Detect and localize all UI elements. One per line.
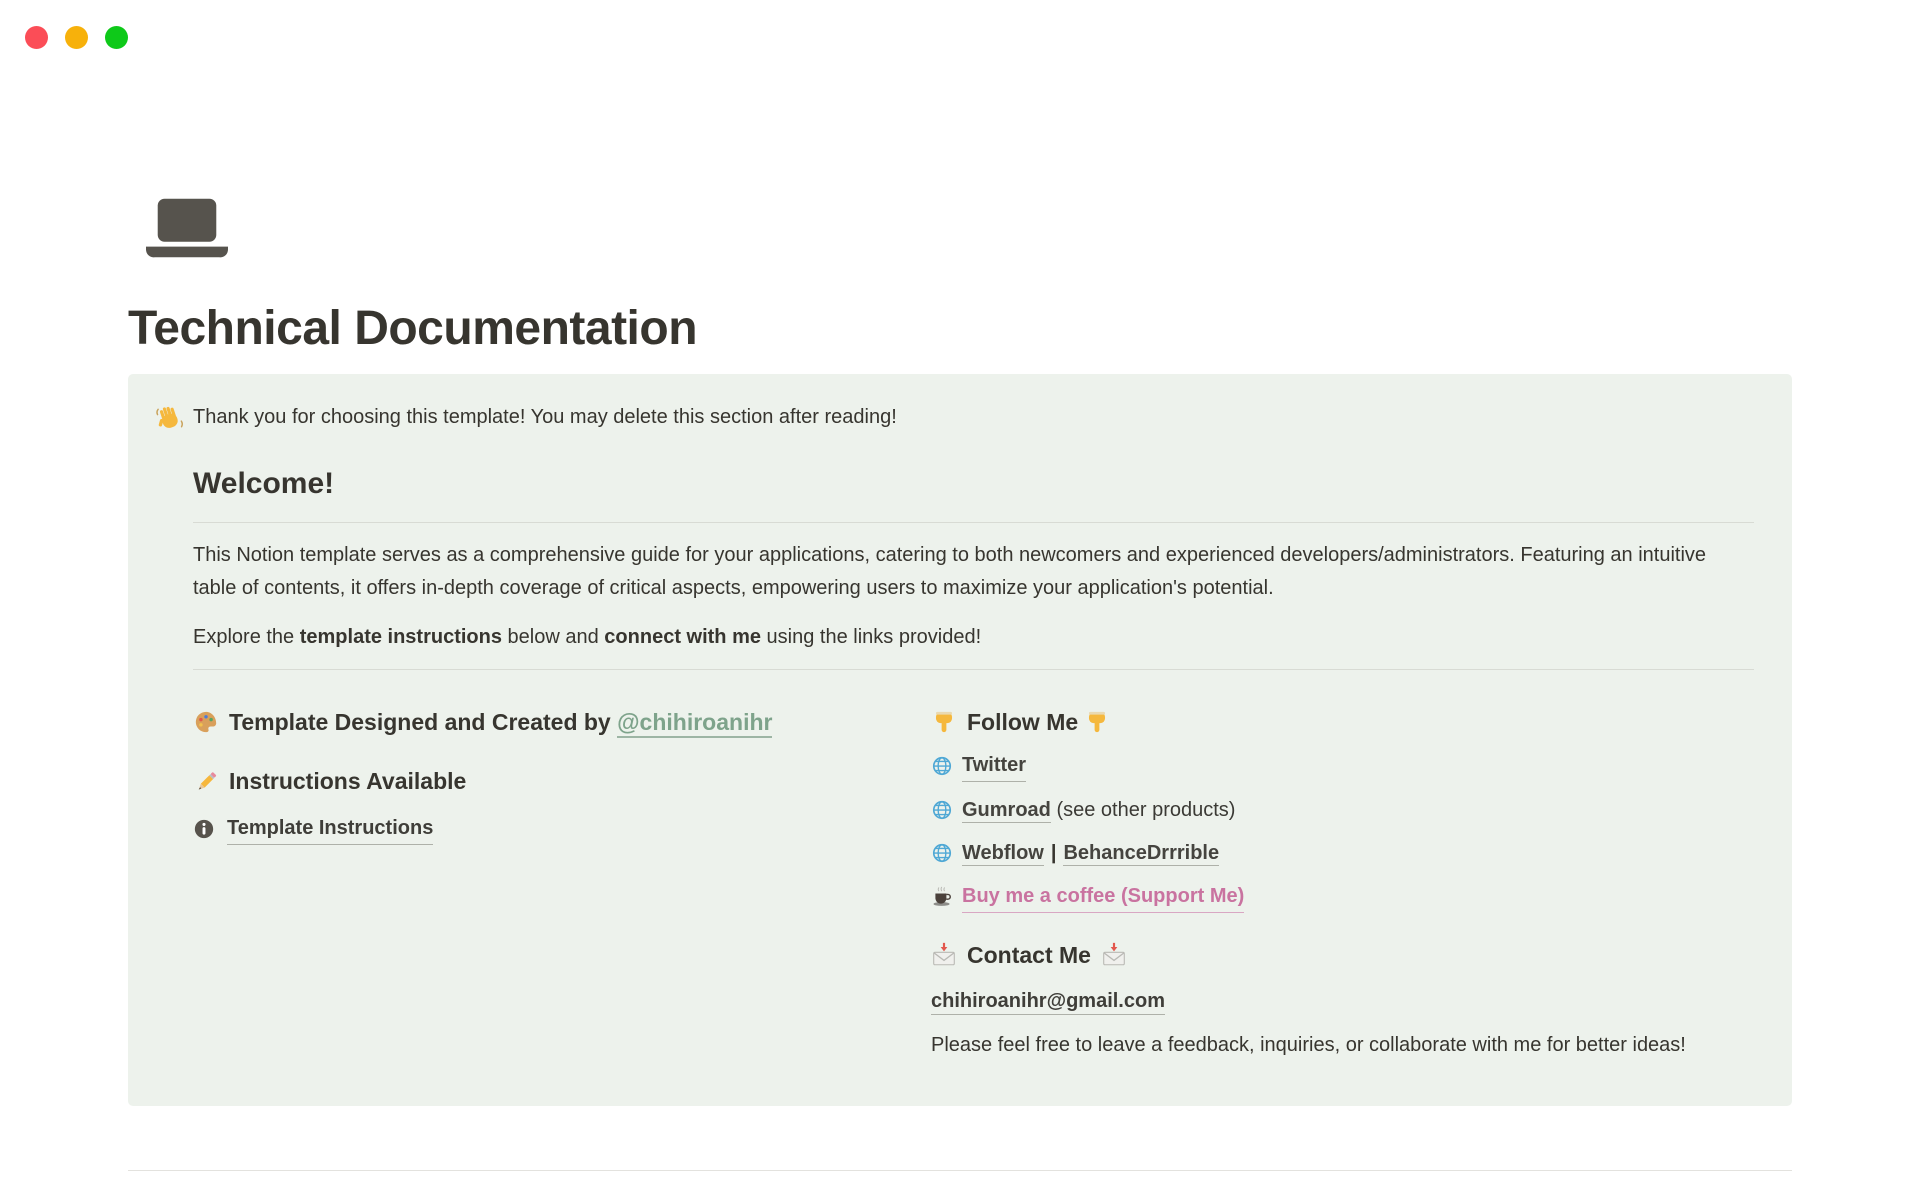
divider (193, 669, 1754, 670)
divider (193, 522, 1754, 523)
explore-text: Explore the (193, 625, 300, 648)
callout-intro-text: Thank you for choosing this template! You may delete this section after reading! (193, 405, 897, 428)
left-column (193, 706, 883, 1060)
contact-me-text: Contact Me (967, 941, 1091, 968)
gumroad-link[interactable]: Gumroad (962, 798, 1051, 821)
follow-me-text: Follow Me (967, 708, 1079, 735)
gumroad-row-text (962, 795, 1235, 825)
page-divider (128, 1170, 1792, 1171)
behance-dribbble-link[interactable]: BehanceDrrrible (1063, 841, 1220, 864)
envelope-arrow-icon (1101, 942, 1127, 968)
welcome-callout (128, 374, 1792, 1106)
template-instructions-row (193, 814, 883, 845)
webflow-behance-row (931, 838, 1754, 868)
info-icon (193, 818, 215, 840)
credit-heading-text (229, 706, 772, 738)
instructions-heading (193, 765, 883, 797)
email-link[interactable]: chihiroanihr@gmail.com (931, 990, 1165, 1015)
email-row (931, 987, 1754, 1015)
chihiroanihr-link[interactable]: @chihiroanihr (617, 709, 772, 738)
webflow-link[interactable]: Webflow (962, 841, 1044, 864)
globe-icon (931, 755, 953, 777)
explore-paragraph (193, 621, 1754, 654)
twitter-row (931, 750, 1754, 782)
explore-text: below and (502, 625, 605, 648)
right-column (931, 706, 1754, 1060)
contact-me-heading (931, 939, 1754, 971)
webflow-behance-text (962, 838, 1219, 868)
feedback-text: Please feel free to leave a feedback, inquiries, or collaborate with me for better ideas! (931, 1033, 1686, 1056)
close-button[interactable] (25, 26, 48, 49)
welcome-heading: Welcome! (193, 466, 335, 500)
template-instructions-bold: template instructions (299, 625, 502, 648)
connect-with-me-bold: connect with me (604, 625, 761, 648)
envelope-arrow-icon (931, 942, 957, 968)
point-down-icon (931, 709, 957, 735)
pencil-icon (193, 768, 219, 794)
page-title: Technical Documentation (128, 302, 698, 355)
globe-icon (931, 842, 953, 864)
point-down-icon (1084, 709, 1110, 735)
intro-paragraph: This Notion template serves as a comprehensive guide for your applications, catering to both newcomers and experienced developers/administrators. Featuring an intuitive table of contents, it offers in-depth coverage of critical aspects, empowering users to maximize your application's potential. (193, 543, 1707, 599)
coffee-row (931, 881, 1754, 913)
credit-heading (193, 706, 883, 738)
coffee-icon (931, 886, 953, 908)
globe-icon (931, 799, 953, 821)
window-controls (25, 26, 128, 49)
laptop-icon[interactable] (146, 198, 228, 260)
instructions-heading-text: Instructions Available (229, 767, 467, 794)
gumroad-suffix-text: (see other products) (1056, 798, 1236, 821)
credit-prefix: Template Designed and Created by (229, 708, 618, 735)
minimize-button[interactable] (65, 26, 88, 49)
gumroad-row (931, 795, 1754, 825)
explore-text: using the links provided! (761, 625, 982, 648)
template-instructions-link[interactable]: Template Instructions (227, 814, 433, 845)
buy-me-a-coffee-link[interactable]: Buy me a coffee (Support Me) (962, 881, 1244, 913)
follow-me-heading (931, 706, 1754, 738)
gumroad-suffix (1051, 799, 1236, 821)
waving-hand-icon (155, 403, 184, 432)
separator: | (1050, 841, 1057, 864)
twitter-link[interactable]: Twitter (962, 750, 1026, 782)
artist-palette-icon (193, 709, 219, 735)
zoom-button[interactable] (105, 26, 128, 49)
